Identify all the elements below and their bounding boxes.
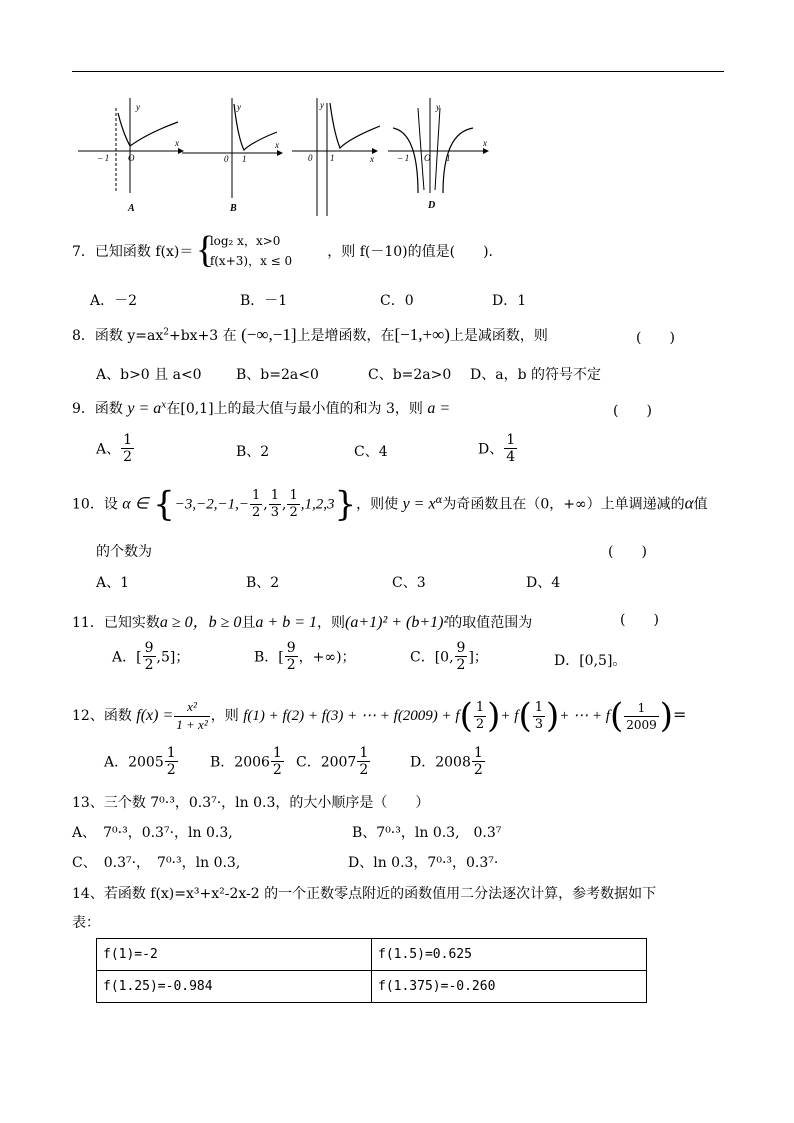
q7-piecewise: { log₂ x，x>0 f(x+3)，x ≤ 0	[195, 229, 293, 271]
graph-d-tick-1: – 1	[398, 153, 410, 163]
q8-text-b: +bx+3 在	[168, 328, 237, 344]
q9-paren: ( )	[613, 403, 652, 419]
q9-expr: y = a	[127, 400, 162, 417]
q12-option-c: C．2007 $\frac{1}{2}$	[296, 745, 369, 778]
graph-c-tick-2: 1	[330, 153, 335, 163]
graph-d-x: x	[483, 138, 487, 148]
q10-alpha-in: α ∈	[122, 495, 149, 513]
graph-c	[292, 98, 392, 220]
q12-option-d: D．2008 $\frac{1}{2}$	[410, 745, 483, 778]
table-cell: f(1)=-2	[97, 939, 372, 971]
q8-option-d: D、a，b 的符号不定	[470, 367, 601, 383]
graph-c-x: x	[370, 154, 374, 164]
graph-c-tick-1: 0	[308, 153, 313, 163]
table-row	[97, 939, 647, 971]
q8-option-a: A、b>0 且 a<0	[96, 367, 202, 383]
q10-line-2: 的个数为	[96, 544, 152, 560]
q7-option-c: C．0	[380, 293, 414, 309]
q9-sup: x	[161, 400, 167, 411]
question-13: 13、三个数 7⁰·³，0.3⁷·，ln 0.3，的大小顺序是（ ）	[72, 795, 430, 811]
q13-option-c: C、 0.3⁷·， 7⁰·³，ln 0.3,	[72, 855, 241, 871]
table-row	[97, 971, 647, 1003]
graph-d	[388, 98, 498, 213]
q10-option-c: C、3	[392, 575, 426, 591]
table-cell: f(1.5)=0.625	[372, 939, 647, 971]
q9-prefix: 9．函数	[72, 401, 123, 417]
graph-a-tick-1: – 1	[98, 153, 110, 163]
graph-a-y: y	[136, 102, 140, 112]
graph-b-tick-2: 1	[242, 154, 247, 164]
q7-option-d: D．1	[492, 293, 527, 309]
question-12: 12、函数 f(x) = $\frac{\text{x²}}{\text{1 + x²}}$ ，则 f(1) + f(2) + f(3) + ⋯ + f(2009) + f( $\frac{1}{2}$ )+ f( $\frac{1}{3}$ )+ ⋯ + f( $\frac{1}{2009}$ )=	[72, 696, 687, 736]
graph-a-tick-2: O	[128, 153, 135, 163]
q8-interval-1: (−∞,−1]	[241, 325, 297, 344]
q11-option-c: C．[0, $\frac{9}{2}$ ]；	[410, 640, 488, 673]
question-14-line-2: 表：	[72, 915, 100, 931]
q7-prefix: 7．已知函数 f(x)＝	[72, 244, 194, 260]
graph-a-label: A	[128, 203, 135, 214]
question-7	[72, 229, 494, 272]
graph-d-tick-2: O	[424, 153, 431, 163]
q9-var: a =	[427, 400, 451, 417]
graph-d-label: D	[428, 200, 436, 211]
q13-option-d: D、ln 0.3，7⁰·³，0.3⁷·	[348, 855, 499, 871]
question-9	[72, 398, 450, 418]
graph-d-tick-3: 1	[446, 153, 451, 163]
q8-option-b: B、b=2a<0	[236, 367, 319, 383]
q10-option-b: B、2	[246, 575, 280, 591]
q9-option-c: C、4	[354, 444, 388, 460]
q9-middle: 在[0,1]上的最大值与最小值的和为 3，则	[166, 401, 423, 417]
q10-expr: y = x	[402, 495, 436, 513]
q11-option-d: D．[0,5]。	[554, 653, 627, 669]
q8-text-c: 上是增函数，在	[296, 328, 395, 344]
reference-table	[96, 938, 647, 1003]
q8-paren: ( )	[636, 330, 675, 346]
q8-interval-2: [−1,+∞)	[394, 325, 450, 344]
question-11: 11．已知实数a ≥ 0，b ≥ 0且a + b = 1，则(a+1)² + (b+1)²的取值范围为	[72, 614, 533, 631]
q12-option-a: A．2005 $\frac{1}{2}$	[104, 745, 176, 778]
graph-b-y: y	[237, 102, 241, 112]
q9-option-b: B、2	[236, 444, 270, 460]
graph-c-y: y	[320, 100, 324, 110]
q11-option-a: A．[ $\frac{9}{2}$ ,5]；	[112, 640, 190, 673]
q10-option-a: A、1	[96, 575, 130, 591]
q9-option-a: A、 $\frac{1}{2}$	[96, 432, 133, 465]
question-14: 14、若函数 f(x)=x³+x²-2x-2 的一个正数零点附近的函数值用二分法逐次计算，参考数据如下	[72, 886, 657, 902]
q8-sup: 2	[163, 327, 169, 338]
q13-option-a: A、 7⁰·³，0.3⁷·，ln 0.3,	[72, 825, 233, 841]
q7-option-b: B．－1	[240, 293, 288, 309]
q10-prefix: 10．设	[72, 496, 118, 513]
q7-suffix: ，则 f(－10)的值是( ).	[327, 244, 494, 260]
table-cell: f(1.25)=-0.984	[97, 971, 372, 1003]
q7-option-a: A．－2	[90, 293, 138, 309]
question-10: 10．设 α ∈ {−3,−2,−1,− $\frac{1}{2}$ , $\frac{1}{3}$ , $\frac{1}{2}$ ,1,2,3}，则使 $y = x^\alpha$为奇函数且在（0，+∞）上单调递减的α值	[72, 484, 708, 525]
q8-text-d: 上是减函数，则	[449, 328, 548, 344]
q10-option-d: D、4	[526, 575, 561, 591]
q8-text-a: 8．函数 y=ax	[72, 328, 164, 344]
q9-option-d: D、 $\frac{1}{4}$	[478, 432, 516, 465]
q8-option-c: C、b=2a>0	[368, 367, 452, 383]
q10-middle: ，则使	[356, 496, 399, 513]
graph-b-x: x	[275, 140, 279, 150]
q7-case-1: log₂ x，x>0	[209, 234, 281, 248]
q11-option-b: B．[ $\frac{9}{2}$ ，+∞)；	[254, 640, 356, 673]
graph-d-y: y	[436, 102, 440, 112]
header-rule	[72, 71, 724, 72]
graph-a-x: x	[175, 138, 179, 148]
q10-paren: ( )	[608, 544, 647, 560]
q7-case-2: f(x+3)，x ≤ 0	[209, 254, 293, 268]
q12-option-b: B．2006 $\frac{1}{2}$	[210, 745, 282, 778]
graph-b-tick-1: 0	[224, 154, 229, 164]
q11-paren: ( )	[620, 612, 659, 628]
question-8	[72, 325, 548, 345]
q13-option-b: B、7⁰·³，ln 0.3, 0.3⁷	[352, 825, 502, 841]
graph-b	[182, 98, 292, 218]
graph-a	[78, 98, 188, 213]
graph-b-label: B	[230, 203, 237, 214]
table-cell: f(1.375)=-0.260	[372, 971, 647, 1003]
